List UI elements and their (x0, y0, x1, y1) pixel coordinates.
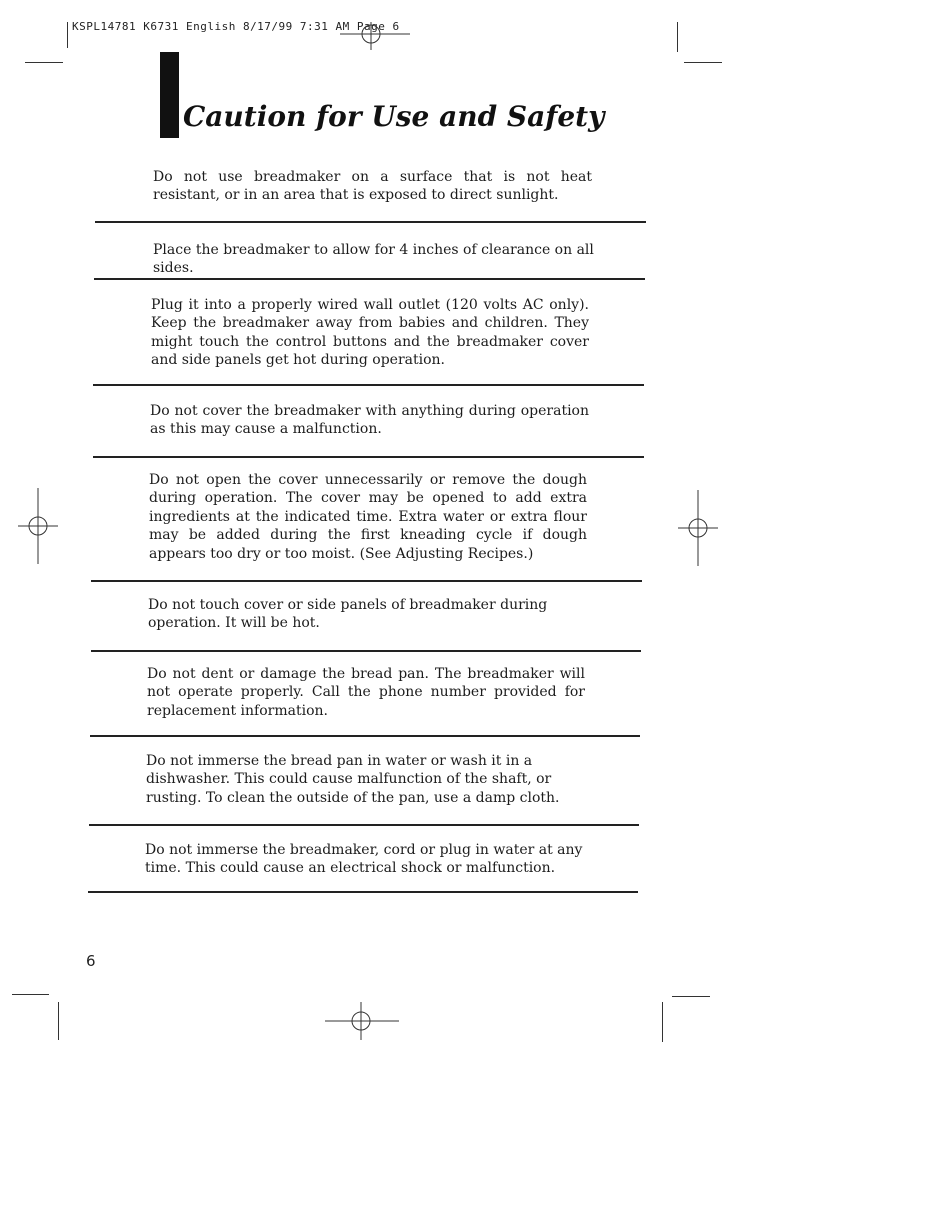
caution-item-3: Plug it into a properly wired wall outlet (120 volts AC only). Keep the breadmaker away from babies and children. They might touch the control buttons and the breadmaker cover and side panels get hot during operation. (151, 297, 589, 369)
crop-mark-top-left-horizontal (25, 62, 63, 63)
caution-item-2: Place the breadmaker to allow for 4 inches of clearance on all sides. (153, 242, 594, 277)
title-accent-bar (160, 52, 179, 138)
section-divider (88, 891, 638, 893)
caution-item-9: Do not immerse the breadmaker, cord or plug in water at any time. This could cause an electrical shock or malfunction. (145, 842, 583, 877)
crop-mark-bottom-left-horizontal (12, 994, 49, 995)
caution-item-5: Do not open the cover unnecessarily or remove the dough during operation. The cover may be opened to add extra ingredients at the indicated time. Extra water or extra flour may be added during the first kneading cycle if dough appears too dry or too moist. (See Adjusting Recipes.) (149, 472, 587, 562)
caution-item-6: Do not touch cover or side panels of breadmaker during operation. It will be hot. (148, 597, 548, 632)
crop-mark-bottom-left-vertical (58, 1002, 59, 1040)
section-divider (91, 650, 641, 652)
page-title: Caution for Use and Safety (183, 100, 605, 133)
crop-mark-top-right-vertical (677, 22, 678, 52)
section-divider (93, 456, 644, 458)
section-divider (93, 384, 644, 386)
crop-mark-top-left-vertical (67, 22, 68, 48)
section-divider (90, 735, 640, 737)
print-slug: KSPL14781 K6731 English 8/17/99 7:31 AM Page 6 (72, 20, 400, 33)
caution-item-8: Do not immerse the bread pan in water or wash it in a dishwasher. This could cause malfunction of the shaft, or rusting. To clean the outside of the pan, use a damp cloth. (146, 753, 560, 806)
crop-mark-bottom-right-vertical (662, 1002, 663, 1042)
page-number: 6 (86, 952, 96, 970)
registration-mark-left-icon (18, 488, 58, 564)
registration-mark-right-icon (678, 490, 718, 566)
section-divider (89, 824, 639, 826)
section-divider (91, 580, 642, 582)
section-divider (94, 278, 645, 280)
caution-item-4: Do not cover the breadmaker with anything during operation as this may cause a malfunction. (150, 403, 589, 438)
registration-mark-bottom-icon (325, 1000, 399, 1040)
caution-item-1: Do not use breadmaker on a surface that is not heat resistant, or in an area that is exposed to direct sunlight. (153, 169, 592, 204)
crop-mark-top-right-horizontal (684, 62, 722, 63)
section-divider (95, 221, 646, 223)
caution-item-7: Do not dent or damage the bread pan. The breadmaker will not operate properly. Call the phone number provided for replacement information. (147, 666, 585, 719)
crop-mark-bottom-right-horizontal (672, 996, 710, 997)
